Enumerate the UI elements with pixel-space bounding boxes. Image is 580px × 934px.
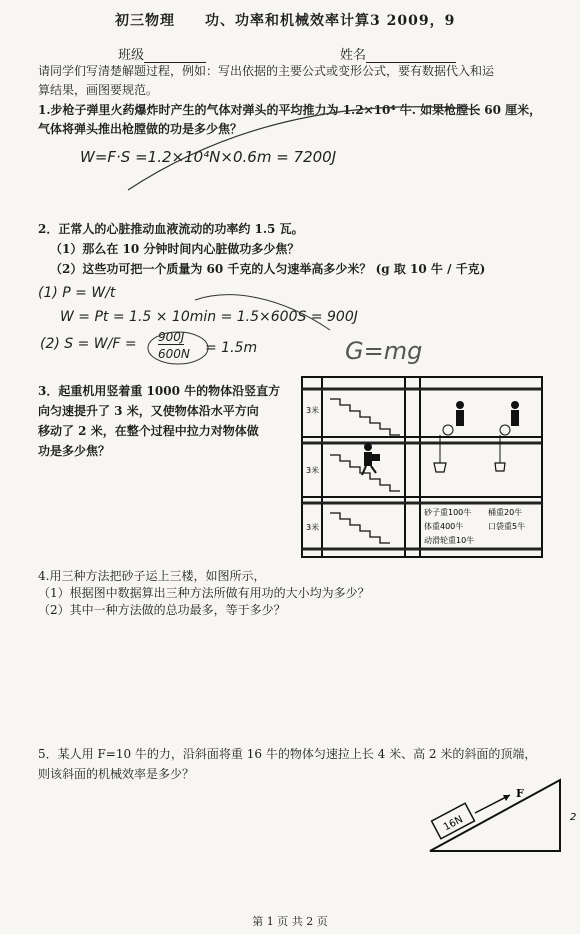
class-label: 班级 bbox=[118, 48, 145, 63]
height-note: 2 bbox=[570, 812, 577, 823]
q4-line-3: （2）其中一种方法做的总功最多，等于多少？ bbox=[38, 603, 286, 617]
floor-label-3: 3米 bbox=[306, 406, 320, 415]
force-label: F bbox=[516, 787, 524, 800]
floor-label-2: 3米 bbox=[306, 466, 320, 475]
q2-answer-3-result: = 1.5m bbox=[205, 340, 258, 356]
q3-line-1: 3．起重机用竖着重 1000 牛的物体沿竖直方 bbox=[38, 384, 281, 398]
q3-line-2: 向匀速提升了 3 米，又使物体沿水平方向 bbox=[38, 404, 259, 418]
q2-answer-2: W = Pt = 1.5 × 10min = 1.5×600S = 900J bbox=[60, 309, 358, 325]
q2-note-g-mg: G=mg bbox=[345, 337, 423, 365]
block-label: 16N bbox=[441, 814, 465, 834]
q2-answer-3-prefix: (2) S = W/F = bbox=[40, 336, 137, 352]
q2-answer-3-numerator: 900J bbox=[158, 330, 185, 344]
page-footer: 第 1 页 共 2 页 bbox=[252, 915, 328, 928]
building-figure bbox=[300, 375, 545, 565]
q3-line-4: 功是多少焦？ bbox=[38, 444, 111, 458]
info-pulley-weight: 动滑轮重10牛 bbox=[424, 536, 475, 545]
name-label: 姓名 bbox=[340, 48, 367, 63]
q4-line-1: 4.用三种方法把砂子运上三楼，如图所示， bbox=[38, 569, 266, 583]
instructions-line-1: 请同学们写清楚解题过程，例如：写出依据的主要公式或变形公式，要有数据代入和运 bbox=[38, 64, 495, 78]
info-bag-weight: 口袋重5牛 bbox=[488, 522, 526, 531]
page-title: 初三物理 功、功率和机械效率计算3 2009，9 bbox=[115, 13, 456, 29]
q2-line-1: 2．正常人的心脏推动血液流动的功率约 1.5 瓦。 bbox=[38, 222, 304, 236]
q1-line-2: 气体将弹头推出枪膛做的功是多少焦？ bbox=[38, 122, 243, 136]
instructions-line-2: 算结果，画图要规范。 bbox=[38, 83, 159, 97]
pulley-workers bbox=[443, 401, 519, 435]
q2-line-2: （1）那么在 10 分钟时间内心脏做功多少焦？ bbox=[50, 242, 300, 256]
incline-figure bbox=[420, 775, 580, 855]
q2-answer-1: (1) P = W/t bbox=[38, 285, 116, 301]
q4-line-2: （1）根据图中数据算出三种方法所做有用功的大小均为多少？ bbox=[38, 586, 370, 600]
q3-line-3: 移动了 2 米，在整个过程中拉力对物体做 bbox=[38, 424, 259, 438]
climbing-person bbox=[362, 443, 380, 475]
q2-pen-strokes bbox=[0, 0, 580, 400]
q5-line-1: 5．某人用 F=10 牛的力，沿斜面将重 16 牛的物体匀速拉上长 4 米、高 2 米的斜面的顶端， bbox=[38, 747, 537, 761]
info-body-weight: 体重400牛 bbox=[424, 522, 464, 531]
floor-label-1: 3米 bbox=[306, 523, 320, 532]
q1-line-1: 1.步枪子弹里火药爆炸时产生的气体对弹头的平均推力为 1.2×10⁴ 牛. 如果枪膛长 60 厘米， bbox=[38, 103, 542, 117]
info-sand-weight: 砂子重100牛 bbox=[424, 508, 472, 517]
q5-line-2: 则该斜面的机械效率是多少？ bbox=[38, 767, 195, 781]
info-bucket-weight: 桶重20牛 bbox=[488, 508, 523, 517]
q2-answer-3-denominator: 600N bbox=[158, 347, 190, 361]
q2-line-3: （2）这些功可把一个质量为 60 千克的人匀速举高多少米？ (g 取 10 牛 / 千克) bbox=[50, 262, 486, 276]
q1-handwritten-answer: W=F·S =1.2×10⁴N×0.6m = 7200J bbox=[80, 148, 337, 166]
